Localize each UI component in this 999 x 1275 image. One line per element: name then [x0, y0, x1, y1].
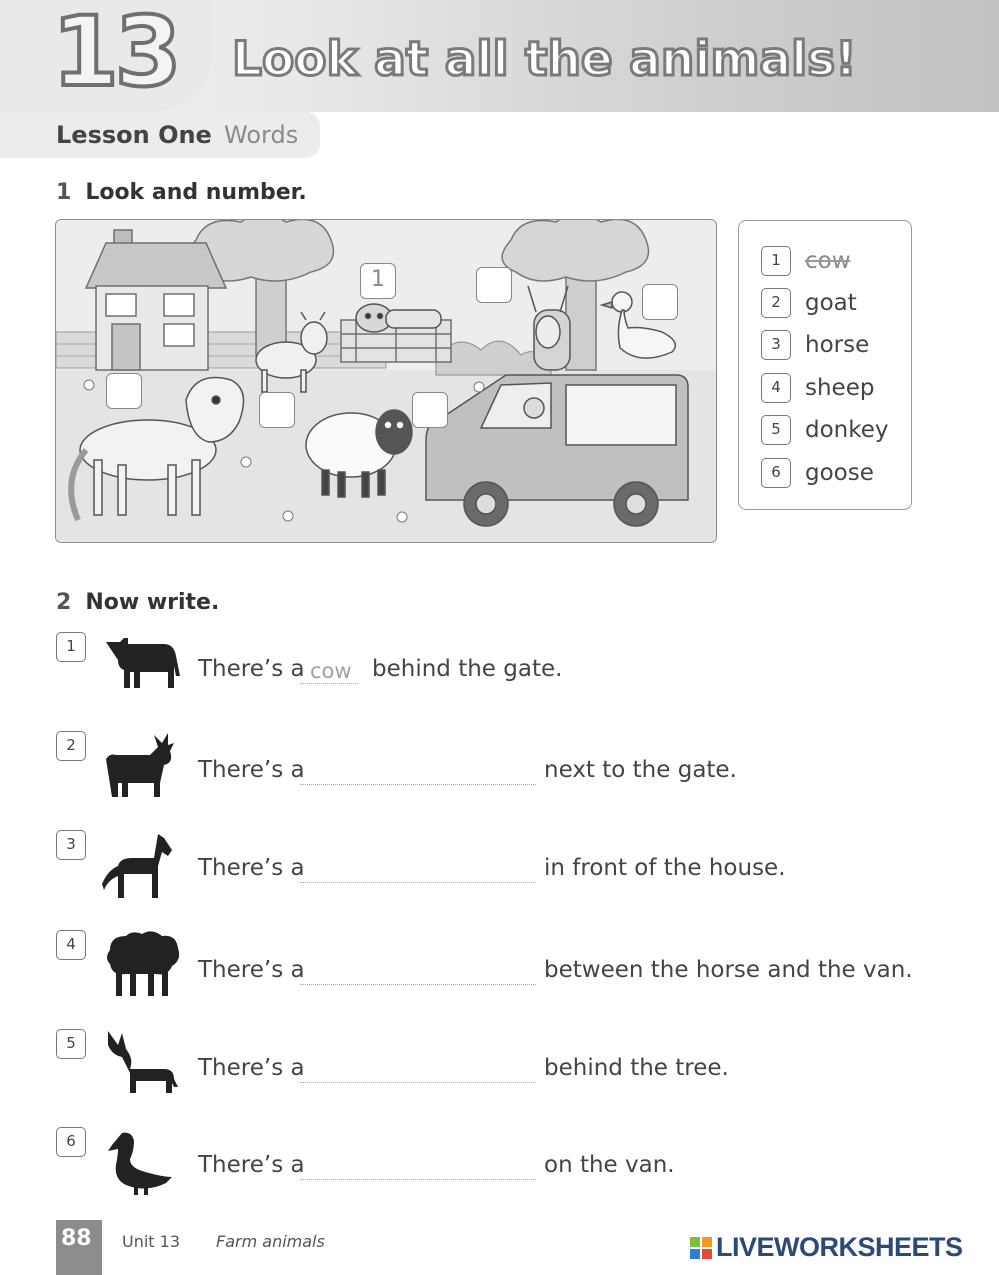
sentence-tail: behind the tree.: [544, 1055, 729, 1081]
answer-blank[interactable]: [300, 853, 536, 883]
exercise-1-heading: [56, 180, 307, 205]
sentence-tail: next to the gate.: [544, 757, 737, 783]
word-number: 1: [761, 246, 791, 276]
page-number: 88: [61, 1226, 92, 1251]
unit-title: Look at all the animals!: [232, 32, 857, 87]
goat-silhouette-icon: [100, 731, 182, 801]
farm-scene: [55, 219, 717, 543]
word-list-item: [761, 372, 874, 404]
sheep-silhouette-icon: [100, 930, 182, 1000]
word-list-item: [761, 414, 889, 446]
cow-silhouette-icon: [100, 632, 182, 702]
word-number: 4: [761, 373, 791, 403]
goose-silhouette-icon: [100, 1127, 182, 1197]
sentence-tail: behind the gate.: [372, 656, 563, 682]
exercise-1-number: 1: [56, 180, 72, 205]
answer-blank[interactable]: [300, 1053, 536, 1083]
sentence-lead: There’s a: [198, 757, 305, 783]
liveworksheets-brand: LIVEWORKSHEETS: [716, 1232, 963, 1262]
write-row-4: [56, 930, 956, 1010]
lesson-topic: Words: [224, 121, 299, 149]
word-number: 3: [761, 330, 791, 360]
word-number: 2: [761, 288, 791, 318]
sentence-lead: There’s a: [198, 656, 305, 682]
write-row-6: [56, 1127, 956, 1207]
sentence-lead: There’s a: [198, 957, 305, 983]
sentence-tail: in front of the house.: [544, 855, 786, 881]
scene-number-box-cow[interactable]: 1: [360, 263, 396, 299]
liveworksheets-logo[interactable]: [690, 1232, 963, 1263]
scene-number-box-tree[interactable]: [476, 267, 512, 303]
exercise-1-instruction: Look and number.: [85, 180, 307, 205]
liveworksheets-grid-icon: [690, 1237, 712, 1259]
word-list-item: [761, 287, 857, 319]
exercise-2-heading: [56, 590, 219, 615]
sentence-lead: There’s a: [198, 855, 305, 881]
house: [86, 230, 226, 370]
word-number: 6: [761, 458, 791, 488]
write-row-5: [56, 1029, 956, 1109]
answer-text: cow: [310, 659, 352, 683]
row-number: 5: [56, 1029, 86, 1059]
write-row-1: [56, 632, 956, 712]
sentence-lead: There’s a: [198, 1055, 305, 1081]
donkey-silhouette-icon: [100, 1029, 182, 1099]
word-list-item: [761, 329, 869, 361]
write-row-2: [56, 731, 956, 811]
footer-topic: Farm animals: [216, 1232, 325, 1251]
row-number: 3: [56, 830, 86, 860]
row-number: 4: [56, 930, 86, 960]
word-number: 5: [761, 415, 791, 445]
word-label: goat: [805, 290, 857, 316]
scene-number-box-goose[interactable]: [642, 284, 678, 320]
word-label: sheep: [805, 375, 875, 401]
write-row-3: [56, 830, 956, 910]
row-number: 6: [56, 1127, 86, 1157]
footer-unit-label: Unit 13: [122, 1232, 181, 1251]
sentence-tail: between the horse and the van.: [544, 957, 913, 983]
word-list-box: [738, 220, 912, 510]
sentence-lead: There’s a: [198, 1152, 305, 1178]
word-label: cow: [805, 248, 851, 274]
answer-blank[interactable]: [300, 1150, 536, 1180]
unit-number: 13: [52, 0, 178, 108]
word-list-item: [761, 245, 851, 277]
scene-number-box-sheep[interactable]: [412, 392, 448, 428]
scene-number-box-horse[interactable]: [106, 373, 142, 409]
row-number: 2: [56, 731, 86, 761]
scene-number-box-goat[interactable]: [259, 392, 295, 428]
exercise-2-instruction: Now write.: [85, 590, 220, 615]
exercise-2-number: 2: [56, 590, 72, 615]
answer-blank[interactable]: [300, 755, 536, 785]
sentence-tail: on the van.: [544, 1152, 675, 1178]
word-label: donkey: [805, 417, 889, 443]
row-number: 1: [56, 632, 86, 662]
word-label: goose: [805, 460, 874, 486]
lesson-label: Lesson One: [56, 121, 212, 149]
word-label: horse: [805, 332, 870, 358]
horse-silhouette-icon: [100, 830, 182, 900]
answer-blank[interactable]: [300, 955, 536, 985]
word-list-item: [761, 457, 874, 489]
